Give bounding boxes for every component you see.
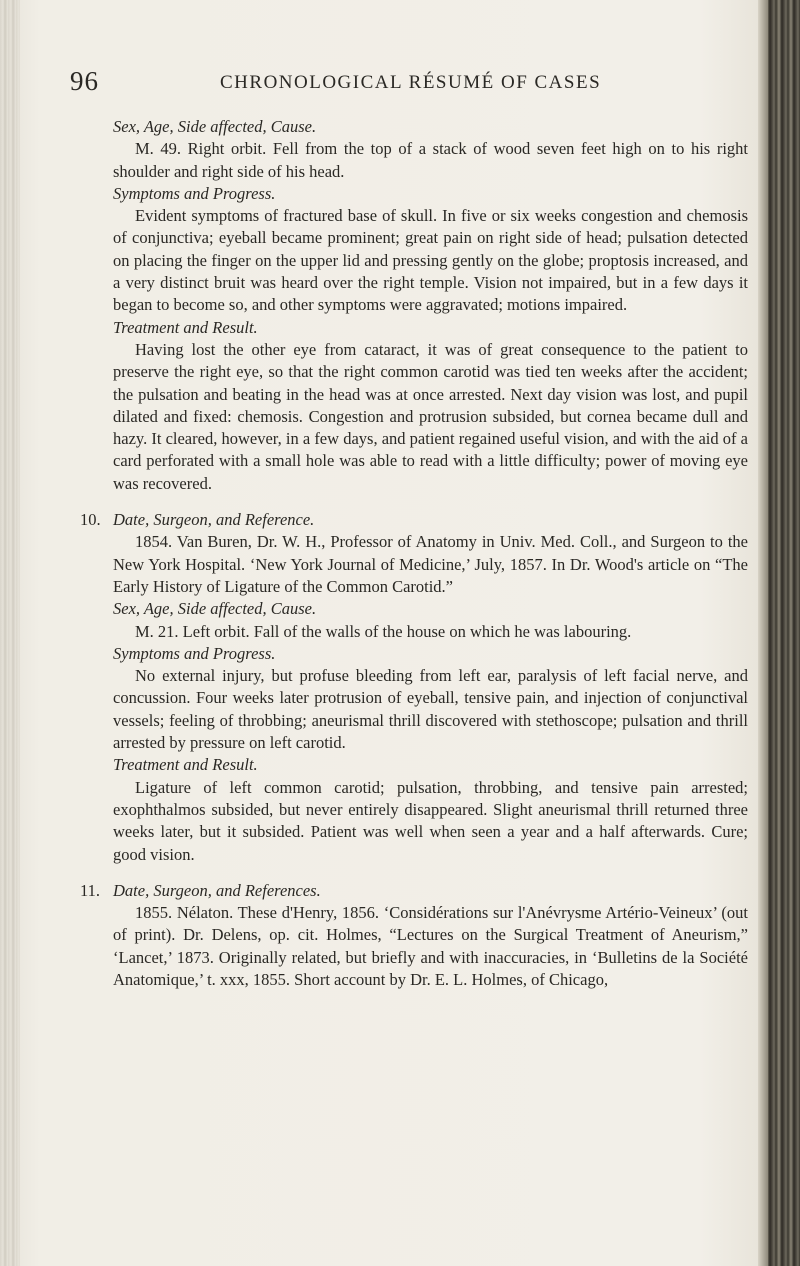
paragraph-treatment: Ligature of left common carotid; pulsation, throbbing, and tensive pain arrested; exophthalmos subsided, but never entirely disappeared. Slight aneurismal thrill returned three weeks later, but it subsided. Patient was well when seen a year and a half afterwards. Cure; good vision. (113, 777, 748, 864)
paragraph-sex-age: M. 21. Left orbit. Fall of the walls of the house on which he was labouring. (135, 621, 632, 641)
paragraph-date-surgeon: 1855. Nélaton. These d'Henry, 1856. ‘Considérations sur l'Anévrysme Artério-Veineux’ (out of print). Dr. Delens, op. cit. Holmes, “Lectures on the Surgical Treatment of Aneurism,” ‘Lancet,’ 1873. Originally related, but briefly and with inaccuracies, in ‘Bulletins de la Société Anatomique,’ t. xxx, 1855. Short account by Dr. E. L. Holmes, of Chicago, (113, 903, 748, 989)
paragraph-treatment: Having lost the other eye from cataract, it was of great consequence to the patient to preserve the right eye, so that the right common carotid was tied ten weeks after the accident; the pulsation and beating in the head was at once arrested. Next day vision was lost, and pupil dilated and fixed: chemosis. Congestion and protrusion subsided, but cornea became dull and hazy. It cleared, however, in a few days, and patient regained useful vision, and with the aid of a card perforated with a small hole was able to read with a little difficulty; power of moving eye was recovered. (113, 339, 748, 493)
heading-date-surgeon: Date, Surgeon, and References. (113, 880, 321, 900)
page-edge-shadow (758, 0, 800, 1266)
heading-sex-age: Sex, Age, Side affected, Cause. (113, 599, 317, 619)
heading-sex-age: Sex, Age, Side affected, Cause. (113, 117, 317, 136)
case-entry-11 (80, 880, 748, 991)
case-entry-9 (80, 116, 748, 495)
heading-symptoms: Symptoms and Progress. (113, 183, 276, 203)
case-number: 10. (80, 510, 101, 530)
page-number: 96 (70, 66, 99, 96)
paragraph-sex-age: M. 49. Right orbit. Fell from the top of a stack of wood seven feet high on to his right shoulder and right side of his head. (113, 139, 748, 181)
paragraph-symptoms: Evident symptoms of fractured base of skull. In five or six weeks congestion and chemosis of conjunctiva; eyeball became prominent; great pain on right side of head; pulsation detected on placing the finger on the upper lid and pressing gently on the globe; proptosis increased, and a very distinct bruit was heard over the right temple. Vision not impaired, but in a few days it began to become so, and other symptoms were aggravated; motions impaired. (113, 206, 748, 315)
page-gutter (0, 0, 20, 1266)
heading-symptoms: Symptoms and Progress. (113, 643, 276, 663)
heading-treatment: Treatment and Result. (113, 755, 258, 775)
paragraph-date-surgeon: 1854. Van Buren, Dr. W. H., Professor of Anatomy in Univ. Med. Coll., and Surgeon to the New York Hospital. ‘New York Journal of Medicine,’ July, 1857. In Dr. Wood's article on “The Early History of Ligature of the Common Carotid.” (113, 532, 748, 596)
paragraph-symptoms: No external injury, but profuse bleeding from left ear, paralysis of left facial nerve, and concussion. Four weeks later protrusion of eyeball, tensive pain, and injection of conjunctival vessels; feeling of throbbing; aneurismal thrill discovered with stethoscope; pulsation and thrill arrested by pressure on left carotid. (113, 666, 748, 753)
case-number: 11. (80, 880, 101, 900)
running-title: CHRONOLOGICAL RÉSUMÉ OF CASES (220, 72, 602, 93)
heading-treatment: Treatment and Result. (113, 317, 258, 337)
case-entry-10 (80, 509, 748, 866)
heading-date-surgeon: Date, Surgeon, and Reference. (113, 510, 315, 530)
page-body (80, 116, 748, 991)
running-header (70, 66, 750, 106)
